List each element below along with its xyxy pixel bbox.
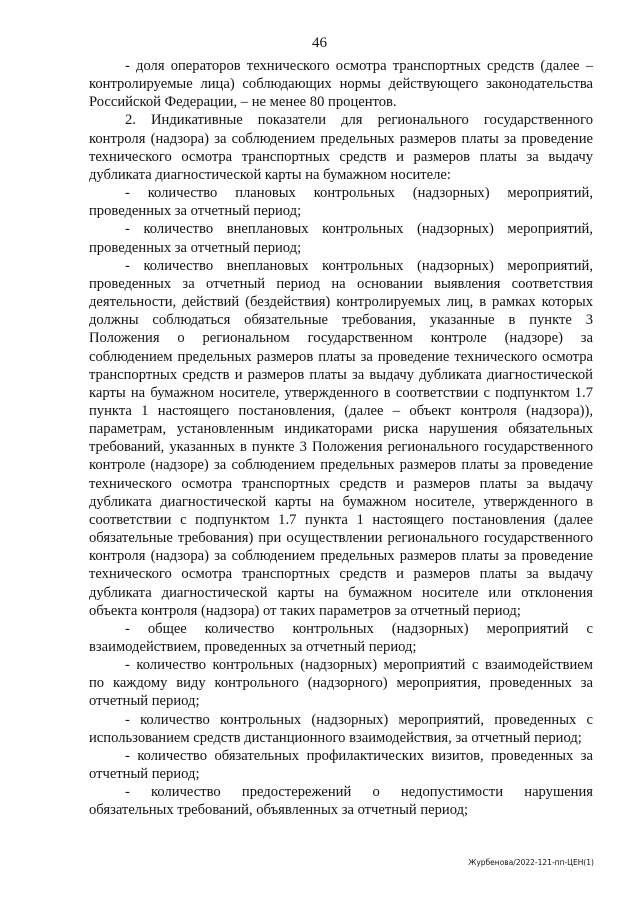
paragraph-unplanned-risk-indicators: - количество внеплановых контрольных (надзорных) мероприятий, проведенных за отчетный период на основании выявления соответствия деятельности, действий (бездействия) контролируемых лиц, в рамках которых должны соблюдаться обязательные требования, указанные в пункте 3 Положения о региональном государственном контроле (надзоре) за соблюдением предельных размеров платы за проведение технического осмотра транспортных средств и размеров платы за выдачу дубликата диагностической карты на бумажном носителе, утвержденного в соответствии с подпунктом 1.7 пункта 1 настоящего постановления, (далее – объект контроля (надзора)), параметрам, установленным индикаторами риска нарушения обязательных требований, указанных в пункте 3 Положения регионального государственного контроле (надзоре) за соблюдением предельных размеров платы за проведение технического осмотра транспортных средств и размеров платы за выдачу дубликата диагностической карты на бумажном носителе, утвержденного в соответствии с подпунктом 1.7 пункта 1 настоящего постановления (далее обязательные требования) при осуществлении регионального государственного контроля (надзора) за соблюдением предельных размеров платы за проведение технического осмотра транспортных средств и размеров платы за выдачу дубликата диагностической карты на бумажном носителе или отклонения объекта контроля (надзора) от таких параметров за отчетный период; [89,257,593,619]
paragraph-by-inspection-type: - количество контрольных (надзорных) мероприятий с взаимодействием по каждому виду контрольного (надзорного) мероприятия, проведенных за отчетный период; [89,657,593,710]
document-body [89,57,593,820]
paragraph-remote-interaction: - количество контрольных (надзорных) мероприятий, проведенных с использованием средств дистанционного взаимодействия, за отчетный период; [89,711,593,746]
paragraph-warnings: - количество предостережений о недопустимости нарушения обязательных требований, объявленных за отчетный период; [89,784,593,819]
paragraph-operators-share: - доля операторов технического осмотра транспортных средств (далее – контролируемые лица) соблюдающих нормы действующего законодательства Российской Федерации, – не менее 80 процентов. [89,58,593,111]
paragraph-preventive-visits: - количество обязательных профилактических визитов, проведенных за отчетный период; [89,747,593,783]
paragraph-indicative-indicators: 2. Индикативные показатели для регионального государственного контроля (надзора) за соблюдением предельных размеров платы за проведение технического осмотра транспортных средств и размеров платы за выдачу дубликата диагностической карты на бумажном носителе: [89,112,593,183]
paragraph-planned-inspections: - количество плановых контрольных (надзорных) мероприятий, проведенных за отчетный период; [89,185,593,220]
paragraph-total-with-interaction: - общее количество контрольных (надзорных) мероприятий с взаимодействием, проведенных за отчетный период; [89,620,593,655]
page-number: 46 [312,35,327,51]
paragraph-unplanned-inspections: - количество внеплановых контрольных (надзорных) мероприятий, проведенных за отчетный период; [89,221,593,256]
document-footer-code: Журбенова/2022-121-пп-ЦЕН(1) [468,858,594,867]
